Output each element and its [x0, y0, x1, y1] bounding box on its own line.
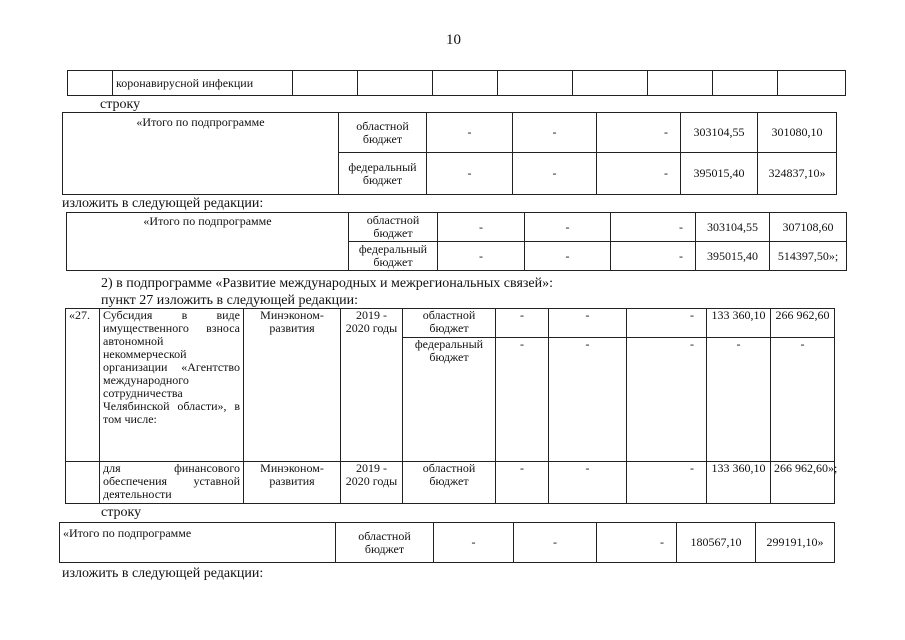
table-cell: федеральный бюджет: [349, 242, 438, 271]
table-cell: областной бюджет: [336, 523, 434, 563]
table-cell: «Итого по подпрограмме: [60, 523, 336, 563]
table-cell: Минэконом-развития: [244, 462, 341, 504]
table-cell: -: [434, 523, 514, 563]
table-cell: [293, 71, 358, 96]
table-cell: [778, 71, 846, 96]
table-cell: 303104,55: [681, 113, 758, 153]
table-cell: 324837,10»: [758, 153, 837, 195]
text-line: 2) в подпрограмме «Развитие международных и межрегиональных связей»:: [101, 276, 554, 291]
table-cell: -: [496, 338, 549, 462]
table-cell: федеральный бюджет: [403, 338, 496, 462]
table-cell: 301080,10: [758, 113, 837, 153]
text-line: строку: [101, 505, 142, 520]
table-cell: -: [611, 213, 696, 242]
table-cell: -: [496, 309, 549, 338]
table-cell: 299191,10»: [756, 523, 835, 563]
table-totals-old: [62, 112, 837, 195]
table-cell: -: [525, 213, 611, 242]
table-cell: -: [427, 153, 513, 195]
table-cell: [358, 71, 433, 96]
table-cell: 133 360,10: [707, 462, 771, 504]
table-cell: областной бюджет: [403, 309, 496, 338]
table-cell: -: [549, 338, 627, 462]
text-line: изложить в следующей редакции:: [62, 566, 264, 581]
table-cell: -: [627, 462, 707, 504]
table-cell: 395015,40: [696, 242, 770, 271]
table-cell: Минэконом-развития: [244, 309, 341, 462]
table-cell: для финансового обеспечения уставной деятельности: [100, 462, 244, 504]
table-cell: -: [627, 309, 707, 338]
table-cell: [713, 71, 778, 96]
table-cell: -: [611, 242, 696, 271]
table-cell: 266 962,60»;: [771, 462, 835, 504]
table-cell: -: [513, 153, 597, 195]
table-cell: 395015,40: [681, 153, 758, 195]
table-cell: [573, 71, 648, 96]
table-cell: -: [627, 338, 707, 462]
text-line: пункт 27 изложить в следующей редакции:: [101, 293, 358, 308]
table-cell: -: [427, 113, 513, 153]
table-cell: [433, 71, 498, 96]
table-cell: -: [513, 113, 597, 153]
table-cell: 2019 - 2020 годы: [341, 309, 403, 462]
table-cell: -: [525, 242, 611, 271]
table-cell: -: [597, 523, 677, 563]
table-cell: [648, 71, 713, 96]
table-cell: областной бюджет: [349, 213, 438, 242]
page-number: 10: [446, 32, 461, 48]
table-cell: 303104,55: [696, 213, 770, 242]
table-cell: -: [514, 523, 597, 563]
table-cell: [498, 71, 573, 96]
table-cell: «Итого по подпрограмме: [63, 113, 339, 195]
text-line: изложить в следующей редакции:: [62, 196, 264, 211]
table-cell: Субсидия в виде имущественного взноса автономной некоммерческой организации «Агентство международного сотрудничества Челябинской области», в том числе:: [100, 309, 244, 462]
table-fragment-top: [67, 70, 846, 96]
table-cell: -: [438, 242, 525, 271]
text-line: строку: [100, 97, 141, 112]
table-cell: 266 962,60: [771, 309, 835, 338]
table-cell: 133 360,10: [707, 309, 771, 338]
table-totals-new: [66, 212, 847, 271]
table-cell: областной бюджет: [403, 462, 496, 504]
table-cell: «Итого по подпрограмме: [67, 213, 349, 271]
table-totals-subprogram-2: [59, 522, 835, 563]
table-cell: коронавирусной инфекции: [113, 71, 293, 96]
table-cell: 180567,10: [677, 523, 756, 563]
table-cell: -: [597, 113, 681, 153]
table-cell: 514397,50»;: [770, 242, 847, 271]
table-item-27: [65, 308, 838, 504]
table-cell: -: [707, 338, 771, 462]
table-cell: -: [438, 213, 525, 242]
table-cell: областной бюджет: [339, 113, 427, 153]
table-cell: 307108,60: [770, 213, 847, 242]
table-cell: [68, 71, 113, 96]
table-cell: «27.: [66, 309, 100, 462]
table-cell: -: [549, 462, 627, 504]
table-cell: -: [771, 338, 835, 462]
table-cell: 2019 - 2020 годы: [341, 462, 403, 504]
table-cell: [66, 462, 100, 504]
table-cell: -: [496, 462, 549, 504]
table-cell: федеральный бюджет: [339, 153, 427, 195]
table-cell: -: [597, 153, 681, 195]
table-cell: -: [549, 309, 627, 338]
